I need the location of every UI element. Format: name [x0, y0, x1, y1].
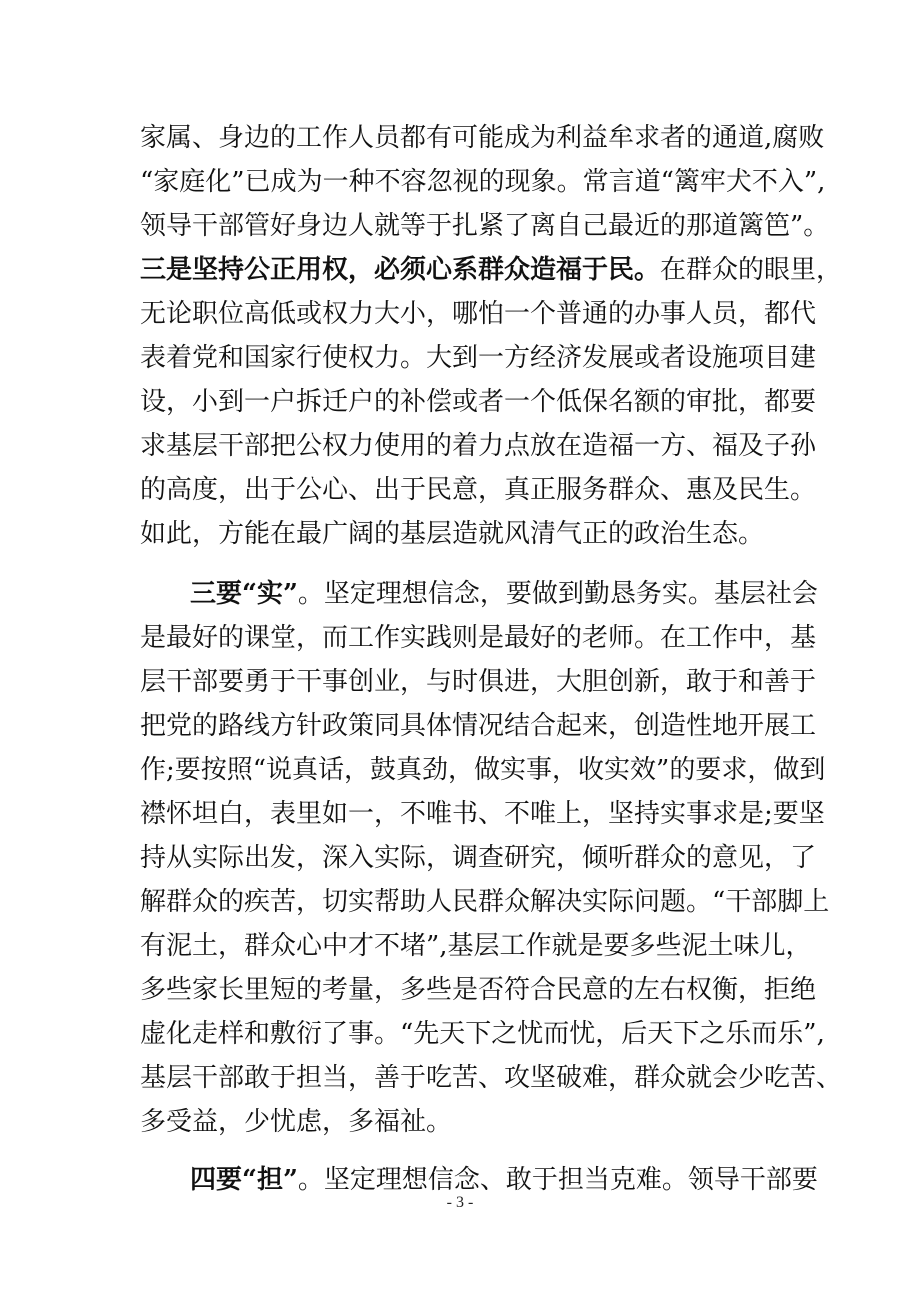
text-line: 基层干部敢于担当，善于吃苦、攻坚破难，群众就会少吃苦、 — [140, 1063, 843, 1093]
text-line: 是最好的课堂，而工作实践则是最好的老师。在工作中，基 — [140, 623, 817, 653]
text-line — [190, 572, 818, 616]
text-line: 襟怀坦白，表里如一，不唯书、不唯上，坚持实事求是;要坚 — [140, 799, 825, 829]
text-line: 表着党和国家行使权力。大到一方经济发展或者设施项目建 — [140, 343, 817, 373]
text-span: 在群众的眼里， — [660, 255, 843, 285]
text-line: 持从实际出发，深入实际，调查研究，倾听群众的意见，了 — [140, 843, 817, 873]
text-line: “家庭化”已成为一种不容忽视的现象。常言道“篱牢犬不入”, — [140, 167, 826, 197]
text-span: 。坚定理想信念、敢于担当克难。领导干部要 — [297, 1165, 818, 1195]
text-line: 解群众的疾苦，切实帮助人民群众解决实际问题。“干部脚上 — [140, 887, 830, 917]
text-line: 求基层干部把公权力使用的着力点放在造福一方、福及子孙 — [140, 431, 817, 461]
page-number: - 3 - — [446, 1194, 474, 1211]
text-line: 层干部要勇于干事创业，与时俱进，大胆创新，敢于和善于 — [140, 667, 817, 697]
text-line: 多些家长里短的考量，多些是否符合民意的左右权衡，拒绝 — [140, 975, 817, 1005]
text-line: 设，小到一户拆迁户的补偿或者一个低保名额的审批，都要 — [140, 387, 817, 417]
section-heading: 三要“实” — [190, 579, 298, 609]
text-line: 作;要按照“说真话，鼓真劲，做实事，收实效”的要求，做到 — [140, 755, 826, 785]
text-line: 无论职位高低或权力大小，哪怕一个普通的办事人员，都代 — [140, 299, 817, 329]
text-line — [140, 248, 843, 292]
text-line: 家属、身边的工作人员都有可能成为利益牟求者的通道,腐败 — [140, 123, 825, 153]
section-heading: 三是坚持公正用权，必须心系群众造福于民。 — [140, 255, 661, 285]
text-span: 。坚定理想信念，要做到勤恳务实。基层社会 — [297, 579, 818, 609]
section-heading: 四要“担” — [190, 1165, 298, 1195]
text-line: 虚化走样和敷衍了事。“先天下之忧而忧，后天下之乐而乐”, — [140, 1019, 825, 1049]
text-line: 的高度，出于公心、出于民意，真正服务群众、惠及民生。 — [140, 475, 817, 505]
text-line: 如此，方能在最广阔的基层造就风清气正的政治生态。 — [140, 519, 765, 549]
text-line: 有泥土，群众心中才不堵”,基层工作就是要多些泥土味儿， — [140, 931, 812, 961]
text-line: 领导干部管好身边人就等于扎紧了离自己最近的那道篱笆”。 — [140, 211, 830, 241]
text-line: 多受益，少忧虑，多福祉。 — [140, 1107, 453, 1137]
text-line: 把党的路线方针政策同具体情况结合起来，创造性地开展工 — [140, 711, 817, 741]
